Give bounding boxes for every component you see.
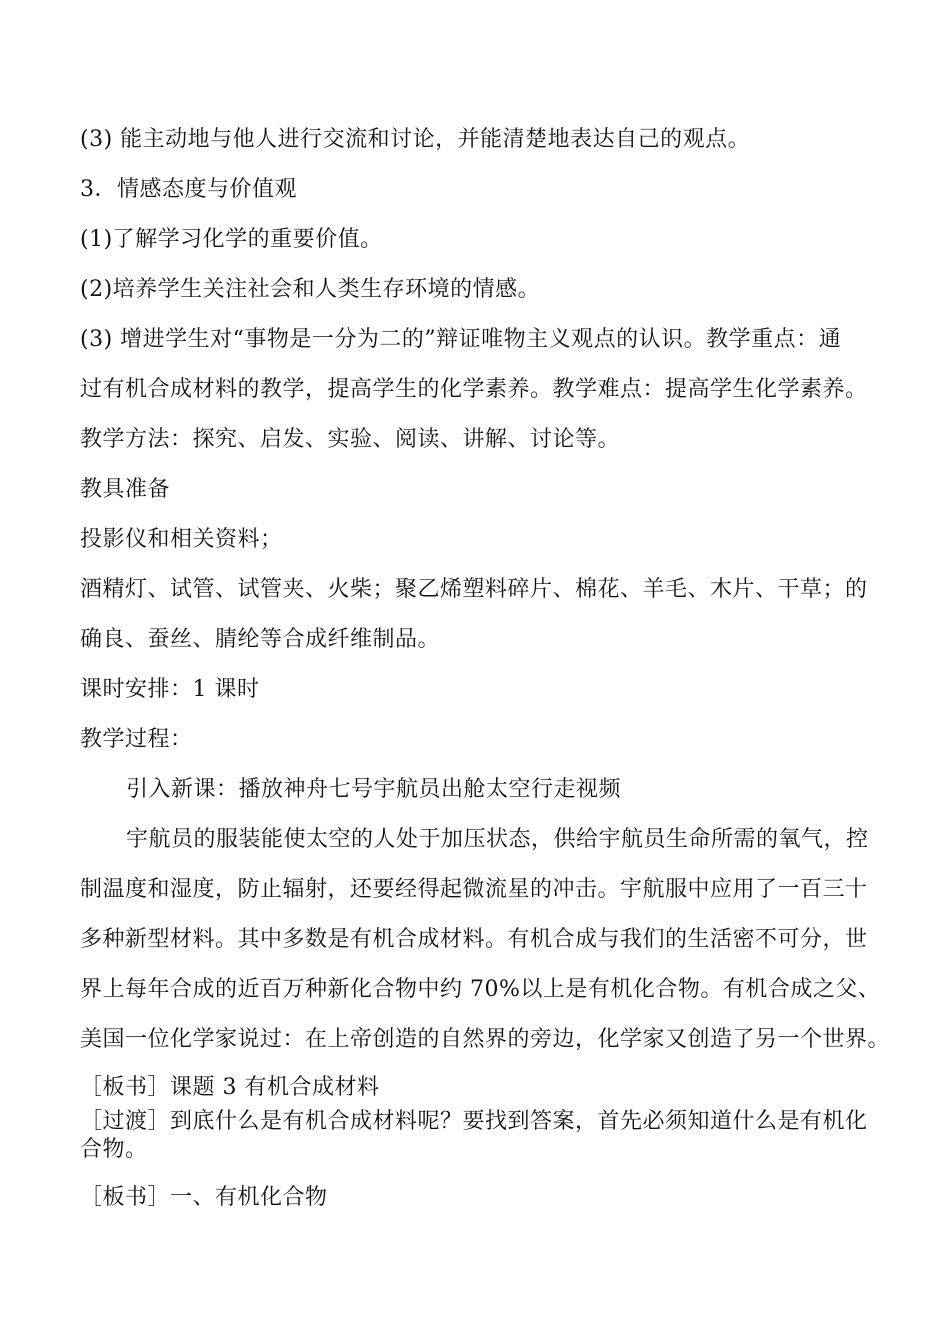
text-line: 教具准备: [80, 477, 171, 502]
text-line: 过有机合成材料的教学，提高学生的化学素养。教学难点：提高学生化学素养。: [80, 377, 868, 402]
section-heading: 3．情感态度与价值观: [80, 177, 297, 202]
text-line: ［板书］课题 3 有机合成材料: [80, 1075, 380, 1100]
text-line: 酒精灯、试管、试管夹、火柴；聚乙烯塑料碎片、棉花、羊毛、木片、干草；的: [80, 577, 868, 602]
text-line: 教学方法：探究、启发、实验、阅读、讲解、讨论等。: [80, 427, 621, 452]
text-line: 投影仪和相关资料；: [80, 527, 283, 552]
text-line: 引入新课：播放神舟七号宇航员出舱太空行走视频: [126, 777, 622, 802]
text-line: 确良、蚕丝、腈纶等合成纤维制品。: [80, 627, 441, 652]
text-line: 课时安排：1 课时: [80, 677, 260, 702]
text-line: (3) 能主动地与他人进行交流和讨论，并能清楚地表达自己的观点。: [80, 127, 751, 152]
text-line: (3) 增进学生对“事物是一分为二的”辩证唯物主义观点的认识。教学重点：通: [80, 327, 842, 352]
text-line: 界上每年合成的近百万种新化合物中约 70%以上是有机化合物。有机合成之父、: [80, 977, 881, 1002]
text-line: (2)培养学生关注社会和人类生存环境的情感。: [80, 277, 541, 302]
text-line: ［过渡］到底什么是有机合成材料呢？要找到答案，首先必须知道什么是有机化: [80, 1109, 868, 1134]
text-line: 宇航员的服装能使太空的人处于加压状态，供给宇航员生命所需的氧气，控: [126, 827, 869, 852]
text-line: 美国一位化学家说过：在上帝创造的自然界的旁边，化学家又创造了另一个世界。: [80, 1027, 891, 1052]
text-line: 制温度和湿度，防止辐射，还要经得起微流星的冲击。宇航服中应用了一百三十: [80, 877, 868, 902]
text-line: 教学过程：: [80, 727, 193, 752]
text-line: 多种新型材料。其中多数是有机合成材料。有机合成与我们的生活密不可分，世: [80, 927, 868, 952]
text-line: ［板书］一、有机化合物: [80, 1185, 328, 1210]
text-line: 合物。: [80, 1137, 148, 1162]
text-line: (1)了解学习化学的重要价值。: [80, 227, 383, 252]
